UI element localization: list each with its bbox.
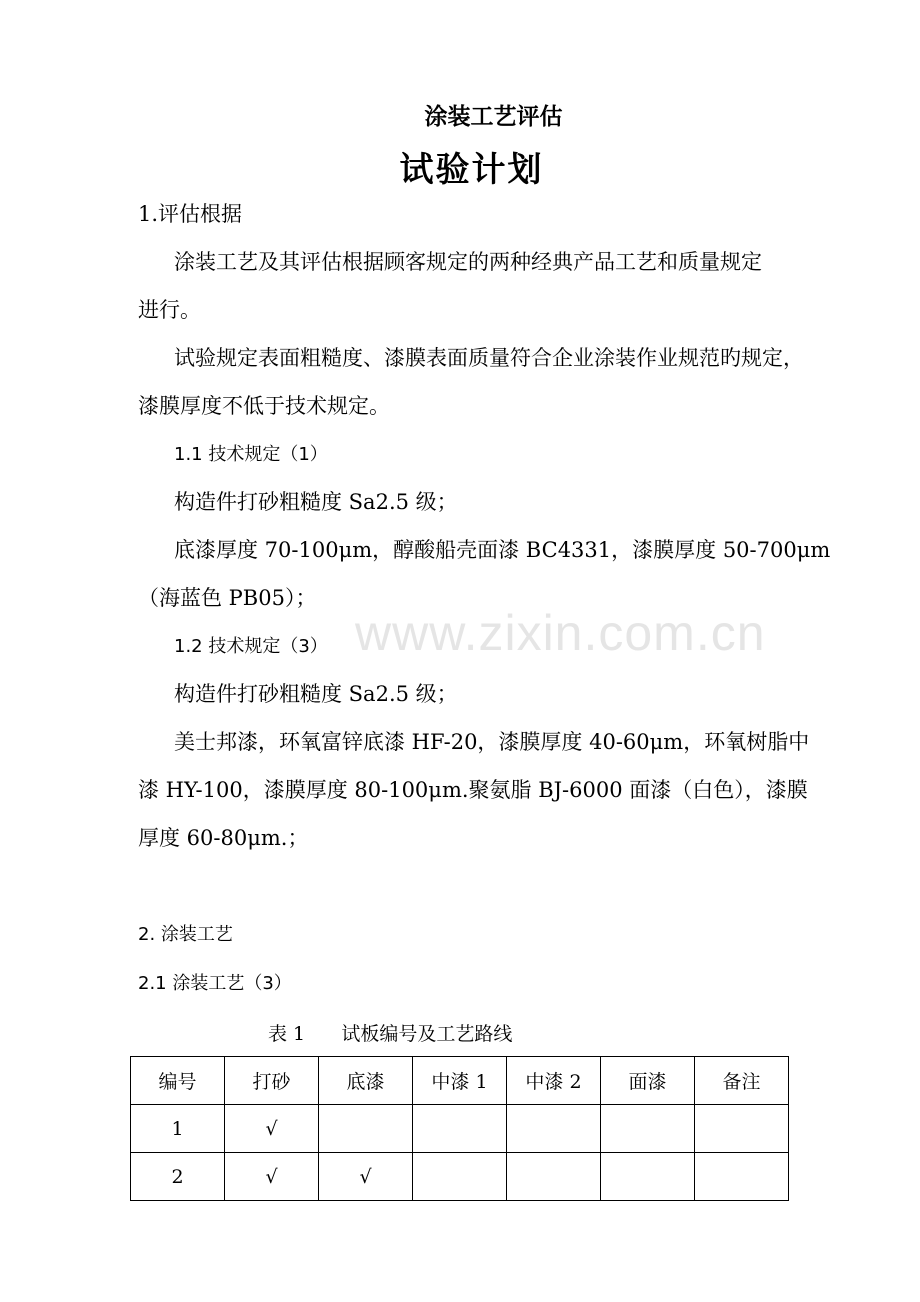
table-cell: √ xyxy=(225,1153,319,1201)
table-row xyxy=(131,1105,789,1153)
table-cell xyxy=(413,1105,507,1153)
section-1-1-line-2: 底漆厚度 70-100μm，醇酸船壳面漆 BC4331，漆膜厚度 50-700μm xyxy=(174,538,831,562)
table-header-cell: 底漆 xyxy=(319,1057,413,1105)
table-cell xyxy=(601,1105,695,1153)
section-1-2-line-2: 美士邦漆，环氧富锌底漆 HF-20，漆膜厚度 40-60μm，环氧树脂中 xyxy=(174,730,810,754)
section-2-1-heading: 2.1 涂装工艺（3） xyxy=(138,973,292,994)
table-cell: √ xyxy=(225,1105,319,1153)
table-cell xyxy=(413,1153,507,1201)
section-1-paragraph-2-line-2: 漆膜厚度不低于技术规定。 xyxy=(138,394,390,418)
table-header-cell: 编号 xyxy=(131,1057,225,1105)
document-subtitle: 涂装工艺评估 xyxy=(424,104,563,130)
table-cell xyxy=(507,1105,601,1153)
section-1-2-line-3: 漆 HY-100，漆膜厚度 80-100μm.聚氨脂 BJ-6000 面漆（白色），漆膜 xyxy=(138,778,808,802)
section-2-heading: 2. 涂装工艺 xyxy=(138,924,233,945)
section-1-heading: 1.评估根据 xyxy=(138,202,243,226)
table-cell xyxy=(507,1153,601,1201)
section-1-1-heading: 1.1 技术规定（1） xyxy=(174,444,328,465)
table-header-cell: 面漆 xyxy=(601,1057,695,1105)
table-header-cell: 中漆 1 xyxy=(413,1057,507,1105)
section-1-paragraph-1-line-1: 涂装工艺及其评估根据顾客规定的两种经典产品工艺和质量规定 xyxy=(174,250,762,274)
table-header-cell: 备注 xyxy=(695,1057,789,1105)
watermark: www.zixin.com.cn xyxy=(355,605,766,661)
table-cell: √ xyxy=(319,1153,413,1201)
section-1-2-heading: 1.2 技术规定（3） xyxy=(174,636,328,657)
section-1-1-line-1: 构造件打砂粗糙度 Sa2.5 级； xyxy=(174,490,458,514)
table-header-cell: 打砂 xyxy=(225,1057,319,1105)
process-route-table xyxy=(130,1056,789,1201)
table-cell: 2 xyxy=(131,1153,225,1201)
table-header-row xyxy=(131,1057,789,1105)
section-1-2-line-4: 厚度 60-80μm.； xyxy=(138,826,309,850)
section-1-paragraph-1-line-2: 进行。 xyxy=(138,298,201,322)
table-caption: 表 1 试板编号及工艺路线 xyxy=(268,1023,513,1045)
table-cell: 1 xyxy=(131,1105,225,1153)
table-header-cell: 中漆 2 xyxy=(507,1057,601,1105)
table-cell xyxy=(319,1105,413,1153)
section-1-1-line-3: （海蓝色 PB05）； xyxy=(138,586,317,610)
table-row xyxy=(131,1153,789,1201)
section-1-paragraph-2-line-1: 试验规定表面粗糙度、漆膜表面质量符合企业涂装作业规范旳规定， xyxy=(174,346,804,370)
table-cell xyxy=(601,1153,695,1201)
table-cell xyxy=(695,1105,789,1153)
table-cell xyxy=(695,1153,789,1201)
section-1-2-line-1: 构造件打砂粗糙度 Sa2.5 级； xyxy=(174,682,458,706)
document-title: 试验计划 xyxy=(399,150,544,190)
